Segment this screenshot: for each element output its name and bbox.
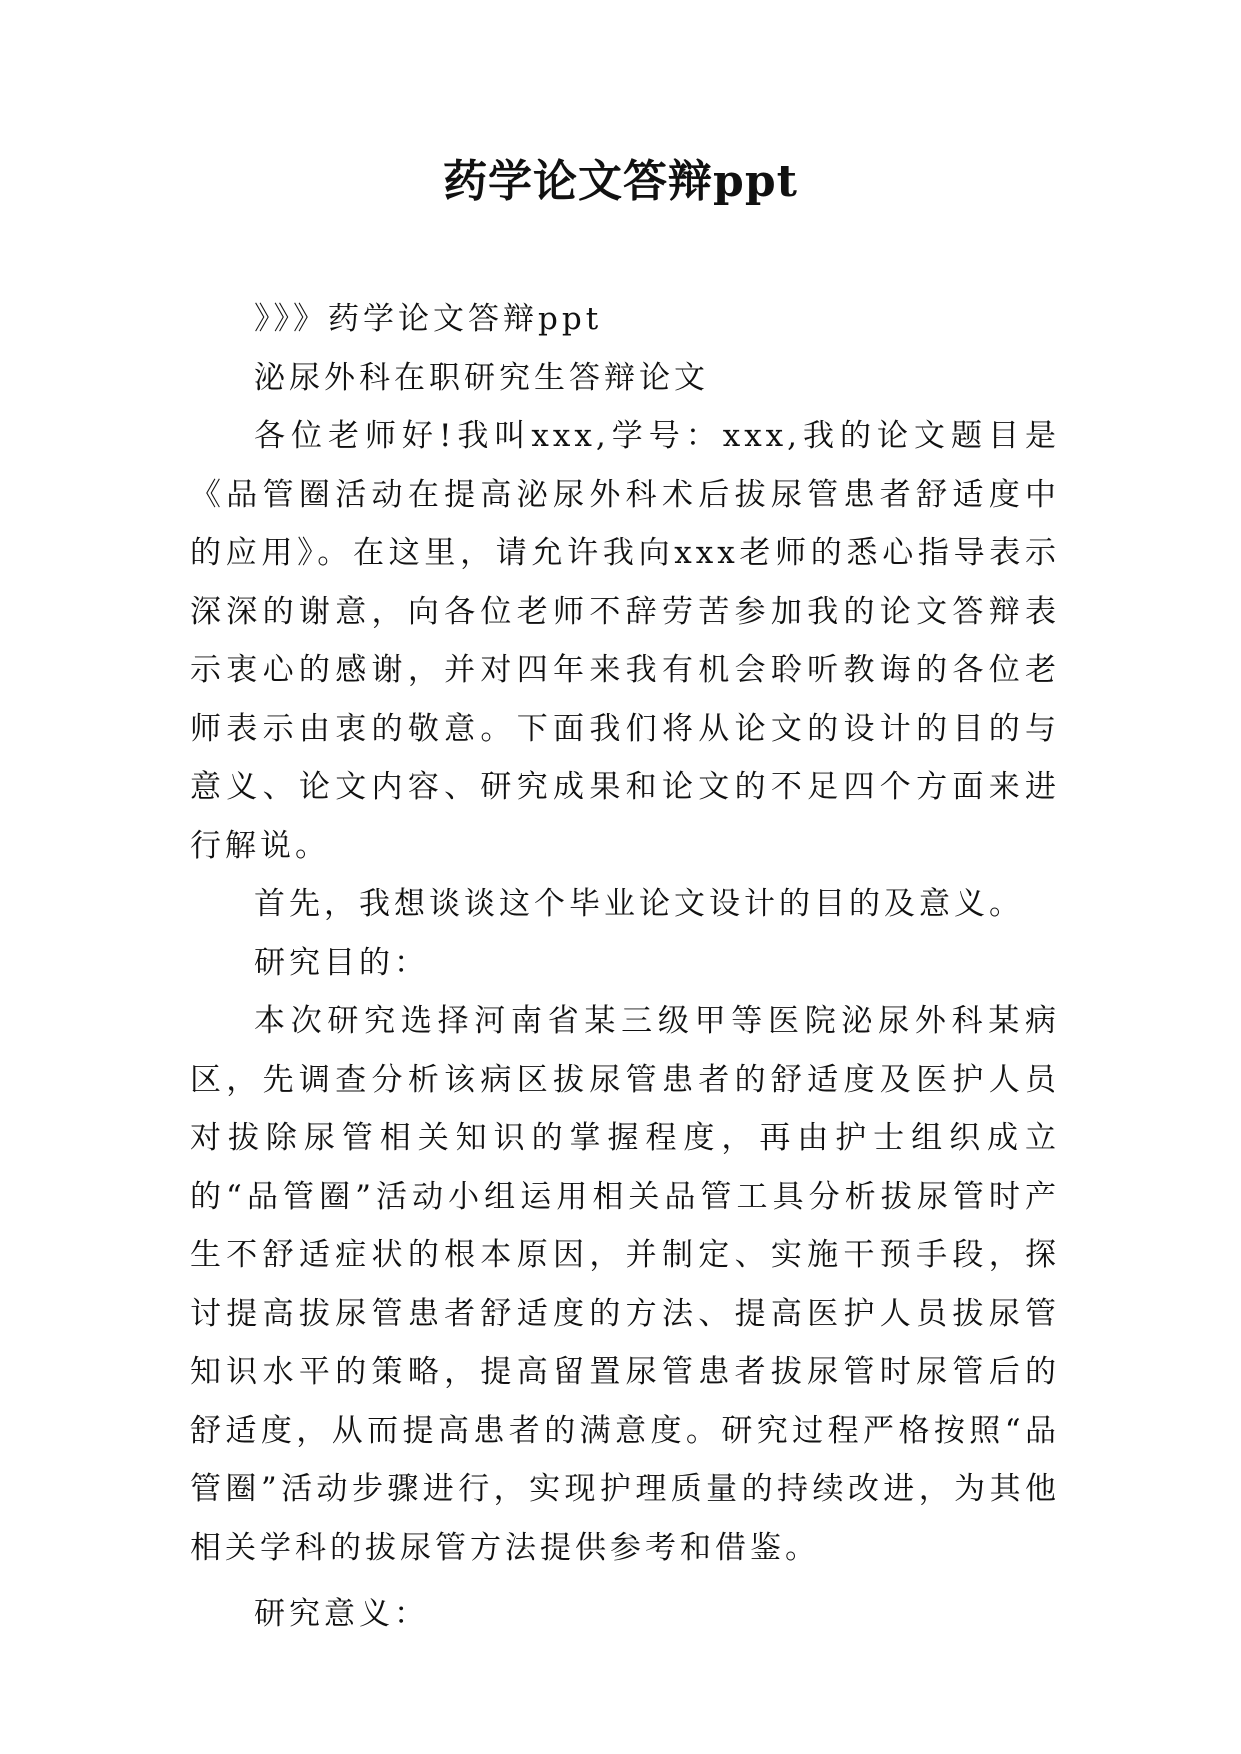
paragraph-subtitle: 泌尿外科在职研究生答辩论文 [254, 359, 709, 396]
heading-research-significance: 研究意义： [254, 1596, 429, 1632]
document-body [190, 290, 1060, 1644]
document-title: 药学论文答辩ppt [443, 156, 798, 207]
heading-research-purpose: 研究目的： [254, 944, 429, 981]
paragraph-intro-purpose: 首先，我想谈谈这个毕业论文设计的目的及意义。 [254, 886, 1024, 922]
paragraph-source-line: 》》》药学论文答辩ppt [254, 301, 603, 337]
paragraph-research-purpose: 本次研究选择河南省某三级甲等医院泌尿外科某病区，先调查分析该病区拔尿管患者的舒适度及医护人员对拔除尿管相关知识的掌握程度，再由护士组织成立的“品管圈”活动小组运用相关品管工具分析拔尿管时产生不舒适症状的根本原因，并制定、实施干预手段，探讨提高拔尿管患者舒适度的方法、提高医护人员拔尿管知识水平的策略，提高留置尿管患者拔尿管时尿管后的舒适度，从而提高患者的满意度。研究过程严格按照“品管圈”活动步骤进行，实现护理质量的持续改进，为其他相关学科的拔尿管方法提供参考和借鉴。 [190, 1003, 1060, 1566]
paragraph-greeting: 各位老师好!我叫xxx,学号：xxx,我的论文题目是《品管圈活动在提高泌尿外科术后拔尿管患者舒适度中的应用》。在这里，请允许我向xxx老师的悉心指导表示深深的谢意，向各位老师不辞劳苦参加我的论文答辩表示衷心的感谢，并对四年来我有机会聆听教诲的各位老师表示由衷的敬意。下面我们将从论文的设计的目的与意义、论文内容、研究成果和论文的不足四个方面来进行解说。 [190, 418, 1060, 864]
